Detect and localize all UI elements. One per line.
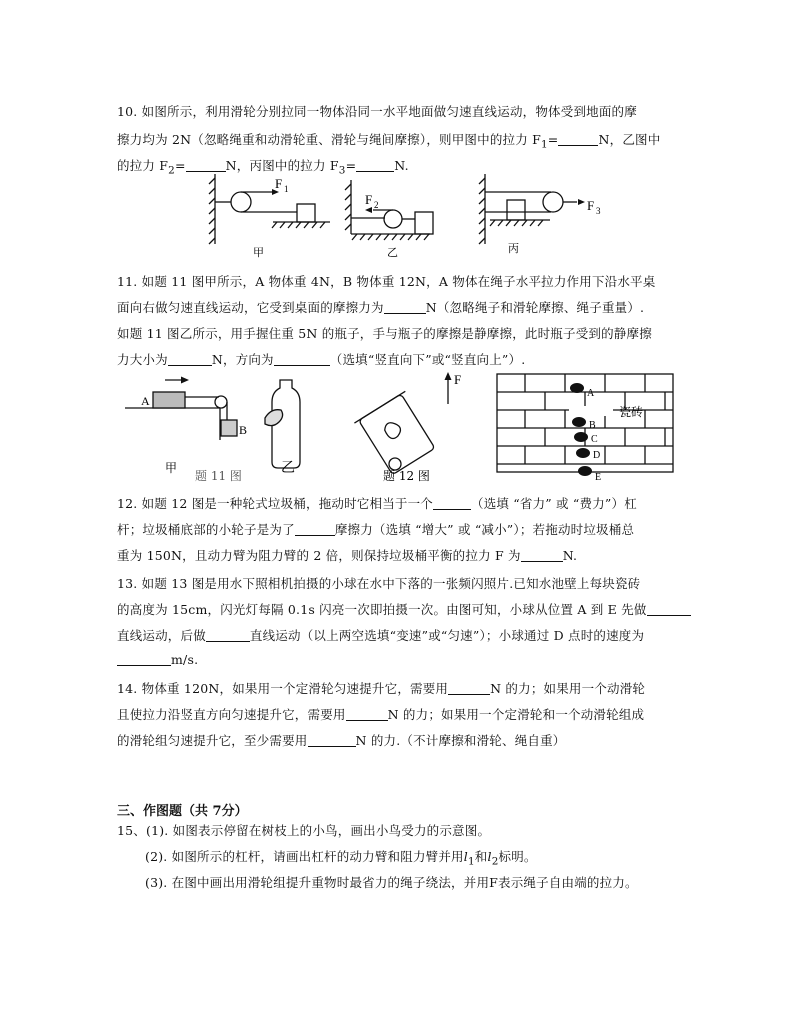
q10-sub-2: 2 xyxy=(168,164,175,177)
q15-part-2-a: (2). 如图所示的杠杆，请画出杠杆的动力臂和阻力臂并用 xyxy=(145,849,464,864)
q10-yi-label: 乙 xyxy=(387,246,398,259)
q10-blank-f3[interactable] xyxy=(356,159,394,172)
q13-line-3-a: 直线运动，后做 xyxy=(117,628,206,643)
q13-line-3 xyxy=(117,626,644,644)
q10-pulley-figure xyxy=(205,172,615,262)
q10-line-2-end: N，乙图中 xyxy=(598,132,661,147)
q10-line-1: 10. 如图所示，利用滑轮分别拉同一物体沿同一水平地面做匀速直线运动，物体受到地面的摩 xyxy=(117,104,637,119)
q11-b-label: B xyxy=(239,423,248,437)
q12-line-1-a: 12. 如题 12 图是一种轮式垃圾桶，拖动时它相当于一个 xyxy=(117,496,434,511)
q10-f2-sub: 2 xyxy=(374,200,379,210)
q14-line-1-b: N 的力；如果用一个动滑轮 xyxy=(490,681,646,696)
q12-line-1-b: （选填 “省力” 或 “费力”）杠 xyxy=(471,496,637,511)
q11-caption: 题 11 图 xyxy=(195,469,242,482)
q10-f1-sub: 1 xyxy=(284,184,289,194)
q12-line-1 xyxy=(117,494,637,512)
q14-line-2-a: 且使拉力沿竖直方向匀速提升它，需要用 xyxy=(117,707,346,722)
q13-pos-d: D xyxy=(593,450,601,461)
q10-sub-3: 3 xyxy=(338,164,346,177)
q11-line-4-b: N，方向为 xyxy=(211,352,274,367)
q15-l1-symbol: l xyxy=(463,849,468,864)
q15-part-2 xyxy=(145,847,537,868)
q11-blank-friction[interactable] xyxy=(384,301,426,314)
q12-line-2 xyxy=(117,520,634,538)
q12-blank-lever[interactable] xyxy=(433,497,471,510)
q12-blank-friction[interactable] xyxy=(295,523,335,536)
q11-yi-label: 乙 xyxy=(281,460,295,476)
q10-eq-3: = xyxy=(345,158,357,173)
q10-line-3-c: N，丙图中的拉力 F xyxy=(225,158,339,173)
section-3-title: 三、作图题（共 7分） xyxy=(117,804,248,819)
q15-l1-sub: 1 xyxy=(467,855,475,868)
q13-line-3-b: 直线运动（以上两空选填“变速”或“匀速”）；小球通过 D 点时的速度为 xyxy=(249,628,645,643)
q15-and: 和 xyxy=(474,849,488,864)
q11-line-2-b: N（忽略绳子和滑轮摩擦、绳子重量）. xyxy=(425,300,645,315)
q11-line-1: 11. 如题 11 图甲所示，A 物体重 4N，B 物体重 12N，A 物体在绳子水平拉力作用下沿水平桌 xyxy=(117,274,656,289)
q13-line-1: 13. 如题 13 图是用水下照相机拍摄的小球在水中下落的一张频闪照片.已知水池壁上每块瓷砖 xyxy=(117,576,641,591)
q12-line-2-b: 摩擦力（选填 “增大” 或 “减小”）；若拖动时垃圾桶总 xyxy=(334,522,635,537)
q13-tile-label: 瓷砖 xyxy=(619,405,644,419)
q10-eq-1: = xyxy=(547,132,559,147)
q11-line-4 xyxy=(117,350,525,368)
q14-line-2-b: N 的力；如果用一个定滑轮和一个动滑轮组成 xyxy=(387,707,645,722)
q13-pos-b: B xyxy=(589,420,596,431)
q10-blank-f2[interactable] xyxy=(186,159,226,172)
q10-line-2 xyxy=(117,130,660,151)
q14-line-3-a: 的滑轮组匀速提升它，至少需要用 xyxy=(117,733,308,748)
q13-line-4-unit: m/s. xyxy=(171,652,199,667)
q10-f3-sub: 3 xyxy=(596,206,601,216)
q10-line-2-text: 擦力均为 2N（忽略绳重和动滑轮重、滑轮与绳间摩擦），则甲图中的拉力 F xyxy=(117,132,541,147)
q10-eq-2: = xyxy=(174,158,186,173)
q10-f1-label: F xyxy=(275,176,283,191)
q14-line-1-a: 14. 物体重 120N，如果用一个定滑轮匀速提升它，需要用 xyxy=(117,681,449,696)
q12-f-label: F xyxy=(454,372,462,387)
q13-pos-a: A xyxy=(587,388,595,399)
q14-line-3 xyxy=(117,731,566,749)
q15-l2-symbol: l xyxy=(487,849,492,864)
q11-figures xyxy=(125,370,675,482)
q11-jia-label: 甲 xyxy=(165,461,178,475)
q14-blank-movable[interactable] xyxy=(346,708,388,721)
q13-line-4 xyxy=(117,652,198,667)
q11-a-label: A xyxy=(141,394,150,408)
q11-line-4-a: 力大小为 xyxy=(117,352,168,367)
q14-line-2 xyxy=(117,705,644,723)
q13-pos-e: E xyxy=(595,472,602,482)
q13-line-2-a: 的高度为 15cm，闪光灯每隔 0.1s 闪亮一次即拍摄一次。由图可知，小球从位置 A 到 E 先做 xyxy=(117,602,647,617)
q10-f2-label: F xyxy=(365,192,373,207)
q15-part-3: (3). 在图中画出用滑轮组提升重物时最省力的绳子绕法，并用F表示绳子自由端的拉力。 xyxy=(145,875,638,890)
q10-jia-label: 甲 xyxy=(253,246,264,259)
q10-line-3-e: N. xyxy=(394,158,409,173)
q12-blank-force[interactable] xyxy=(521,549,563,562)
q10-sub-1: 1 xyxy=(540,138,548,151)
q13-pos-c: C xyxy=(591,434,598,445)
q14-blank-fixed[interactable] xyxy=(448,682,490,695)
q11-blank-direction[interactable] xyxy=(274,353,330,366)
q15-part-2-b: 标明。 xyxy=(498,849,537,864)
q11-blank-static-friction[interactable] xyxy=(168,353,212,366)
q14-line-1 xyxy=(117,679,645,697)
q10-f3-label: F xyxy=(587,198,595,213)
q13-blank-motion-1[interactable] xyxy=(647,603,691,616)
q11-line-2-a: 面向右做匀速直线运动，它受到桌面的摩擦力为 xyxy=(117,300,384,315)
q13-blank-speed[interactable] xyxy=(117,653,171,666)
q13-line-2 xyxy=(117,600,691,618)
q13-blank-motion-2[interactable] xyxy=(206,629,250,642)
q11-line-4-c: （选填“竖直向下”或“竖直向上”）. xyxy=(329,352,526,367)
q10-line-3-a: 的拉力 F xyxy=(117,158,169,173)
q15-l2-sub: 2 xyxy=(491,855,499,868)
q12-caption: 题 12 图 xyxy=(383,469,430,482)
q10-blank-f1[interactable] xyxy=(558,133,598,146)
q12-line-3 xyxy=(117,546,577,564)
q12-line-2-a: 杆；垃圾桶底部的小轮子是为了 xyxy=(117,522,295,537)
q15-part-1: 15、(1). 如图表示停留在树枝上的小鸟，画出小鸟受力的示意图。 xyxy=(117,823,491,838)
q14-blank-block[interactable] xyxy=(308,734,356,747)
q10-bing-label: 丙 xyxy=(508,242,519,255)
q12-line-3-b: N. xyxy=(562,548,578,563)
q11-line-2 xyxy=(117,298,644,316)
q12-line-3-a: 重为 150N，且动力臂为阻力臂的 2 倍，则保持垃圾桶平衡的拉力 F 为 xyxy=(117,548,521,563)
q11-line-3: 如题 11 图乙所示，用手握住重 5N 的瓶子，手与瓶子的摩擦是静摩擦，此时瓶子受到的静摩擦 xyxy=(117,326,652,341)
q14-line-3-b: N 的力.（不计摩擦和滑轮、绳自重） xyxy=(355,733,566,748)
